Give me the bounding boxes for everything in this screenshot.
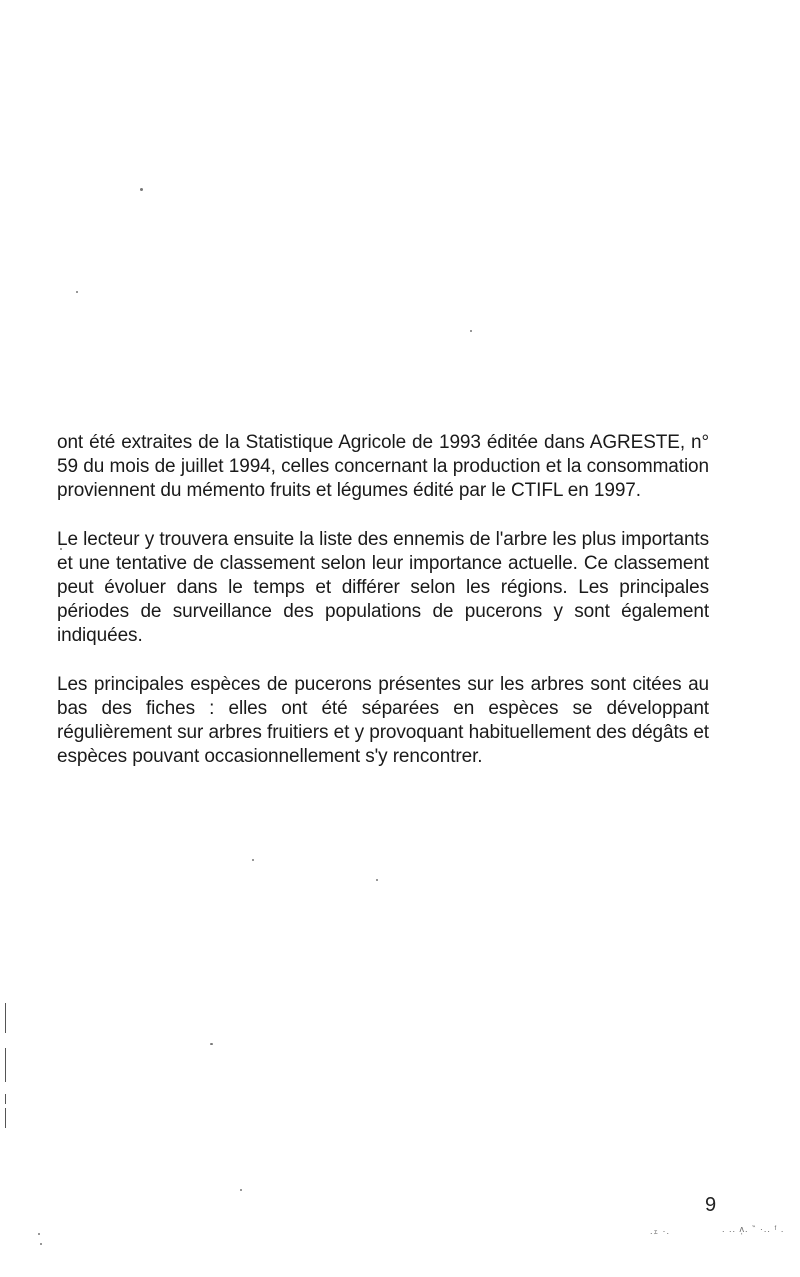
page-number: 9	[705, 1194, 717, 1216]
paragraph: Le lecteur y trouvera ensuite la liste des ennemis de l'arbre les plus importants et une tentative de classement selon leur importance actuelle. Ce classement peut évoluer dans le temps et différer selon les régions. Les principales périodes de surveillance des populations de pucerons y sont également indiquées.	[57, 529, 709, 646]
scan-smudge: .ｪ ·.	[650, 1226, 670, 1236]
scan-margin-line	[5, 1048, 6, 1082]
scan-speck	[76, 291, 78, 293]
scan-speck	[210, 1043, 213, 1045]
scan-speck	[240, 1189, 242, 1191]
scan-margin-line	[5, 1094, 6, 1104]
paragraph: ont été extraites de la Statistique Agricole de 1993 éditée dans AGRESTE, n° 59 du mois de juillet 1994, celles concernant la production et la consommation proviennent du mémento fruits et légumes édité par le CTIFL en 1997.	[57, 432, 709, 501]
scan-speck	[252, 859, 254, 861]
scan-speck	[376, 879, 378, 881]
scan-margin-line	[5, 1108, 6, 1128]
scan-margin-line	[5, 1003, 6, 1033]
paragraph: Les principales espèces de pucerons présentes sur les arbres sont citées au bas des fiches : elles ont été séparées en espèces se développant régulièrement sur arbres fruitiers et y provoquant habituellement des dégâts et espèces pouvant occasionnellement s'y rencontrer.	[57, 674, 709, 767]
scan-speck	[38, 1233, 40, 1235]
scan-speck	[140, 188, 143, 191]
body-text	[57, 431, 709, 794]
scan-speck	[40, 1243, 42, 1245]
scan-smudge: . .. ʌ̩. ‶ ·.. ᶠ .	[722, 1224, 785, 1234]
scan-speck	[470, 330, 472, 332]
